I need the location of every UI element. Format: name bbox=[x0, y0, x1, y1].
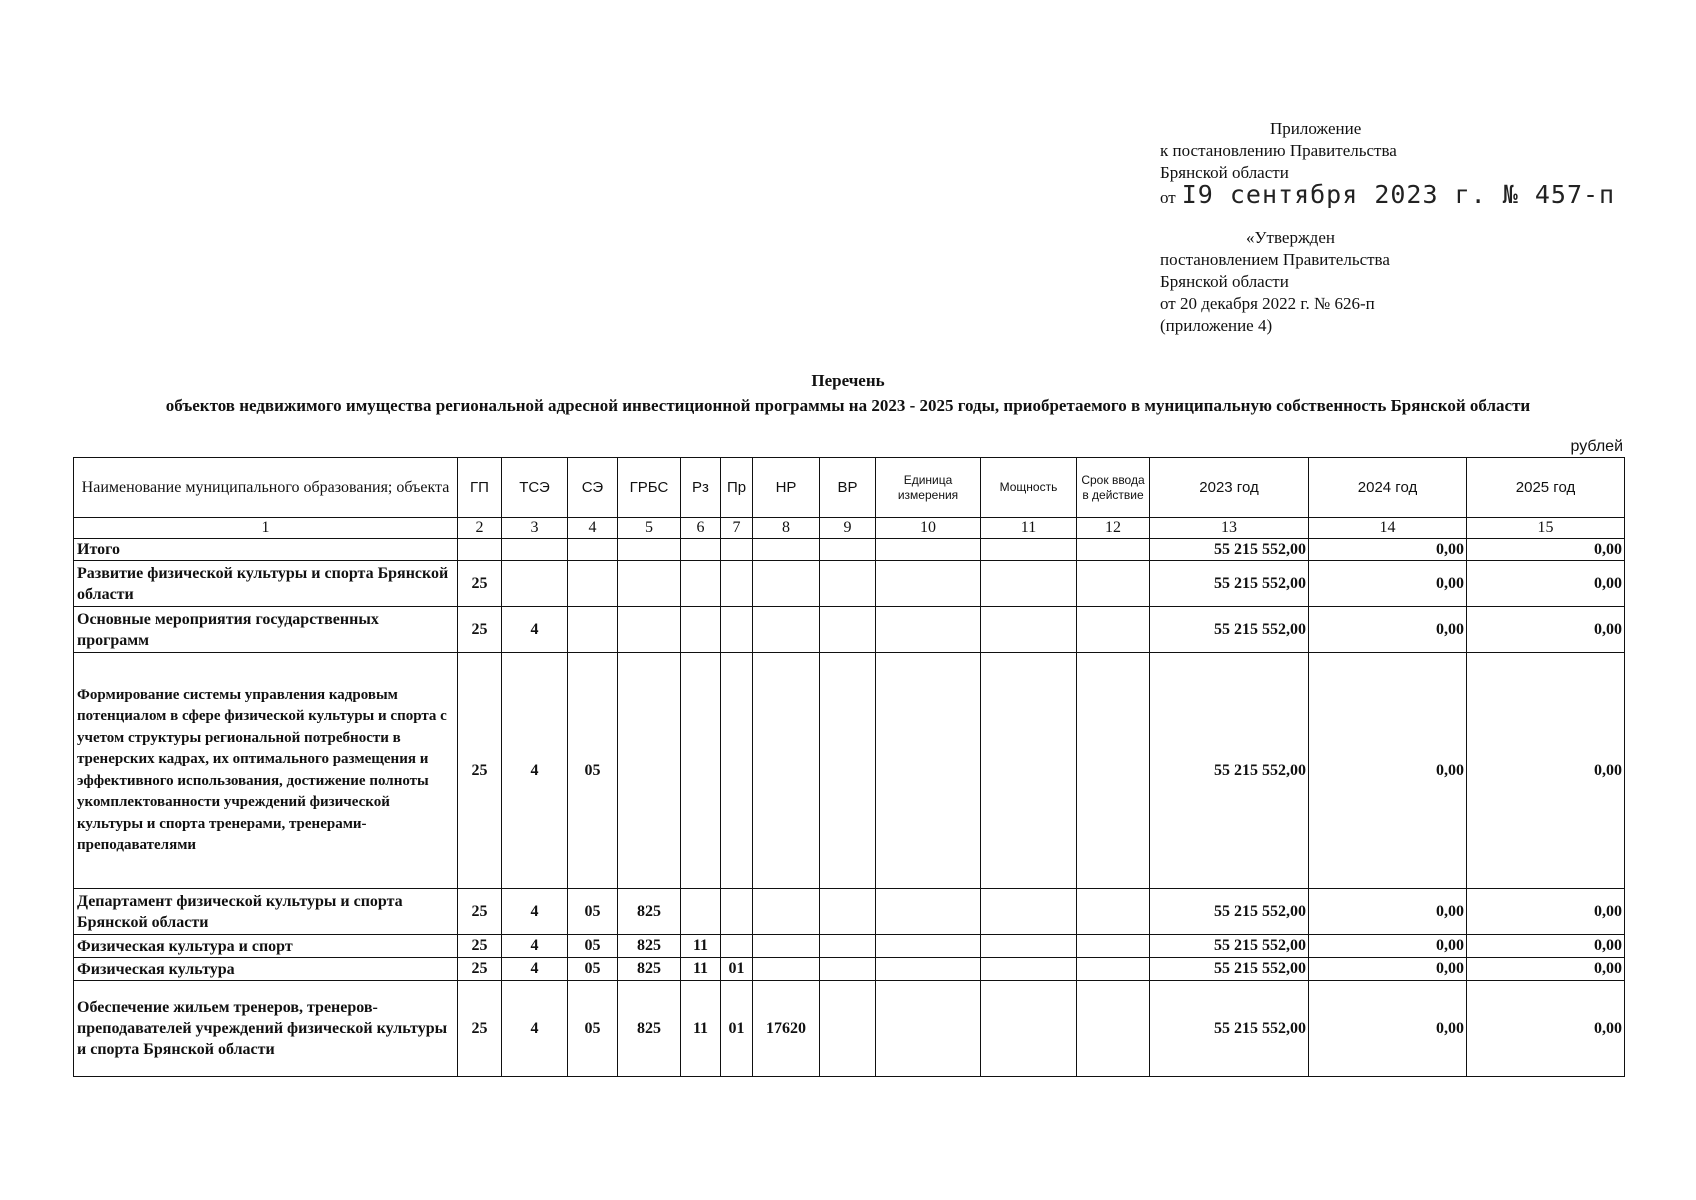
amount-cell: 0,00 bbox=[1309, 958, 1467, 981]
amount-cell: 55 215 552,00 bbox=[1150, 935, 1309, 958]
table-row bbox=[74, 889, 1625, 935]
header-cell: ТСЭ bbox=[502, 458, 568, 518]
approved-line-4: (приложение 4) bbox=[1160, 316, 1273, 335]
code-cell bbox=[876, 958, 981, 981]
row-name-cell: Основные мероприятия государственных программ bbox=[74, 607, 458, 653]
amount-cell: 55 215 552,00 bbox=[1150, 539, 1309, 561]
code-cell: 05 bbox=[568, 958, 618, 981]
header-cell: Единица измерения bbox=[876, 458, 981, 518]
code-cell bbox=[568, 607, 618, 653]
amount-cell: 0,00 bbox=[1309, 889, 1467, 935]
code-cell bbox=[753, 935, 820, 958]
code-cell bbox=[721, 889, 753, 935]
document-title: Перечень bbox=[811, 371, 885, 390]
code-cell: 825 bbox=[618, 935, 681, 958]
column-number: 9 bbox=[820, 518, 876, 539]
code-cell bbox=[753, 958, 820, 981]
code-cell: 825 bbox=[618, 958, 681, 981]
code-cell bbox=[981, 607, 1077, 653]
code-cell bbox=[721, 607, 753, 653]
code-cell: 825 bbox=[618, 981, 681, 1077]
code-cell: 25 bbox=[458, 607, 502, 653]
code-cell bbox=[753, 539, 820, 561]
code-cell bbox=[502, 539, 568, 561]
code-cell bbox=[876, 981, 981, 1077]
header-cell: ГП bbox=[458, 458, 502, 518]
code-cell bbox=[820, 935, 876, 958]
code-cell bbox=[820, 539, 876, 561]
amount-cell: 0,00 bbox=[1467, 889, 1625, 935]
code-cell bbox=[458, 539, 502, 561]
code-cell bbox=[618, 539, 681, 561]
header-cell: НР bbox=[753, 458, 820, 518]
code-cell bbox=[820, 981, 876, 1077]
row-name-cell: Формирование системы управления кадровым потенциалом в сфере физической культуры и спорта с учетом структуры региональной потребности в тренерских кадрах, их оптимального размещения и эффективного использования, достижение полноты укомплектованности учреждений физической культуры и спорта тренерами, тренерами-преподавателями bbox=[74, 653, 458, 889]
code-cell: 01 bbox=[721, 981, 753, 1077]
code-cell bbox=[876, 607, 981, 653]
code-cell: 11 bbox=[681, 935, 721, 958]
table-row bbox=[74, 539, 1625, 561]
code-cell bbox=[681, 653, 721, 889]
column-numbers-row bbox=[74, 518, 1625, 539]
header-cell: Рз bbox=[681, 458, 721, 518]
amount-cell: 55 215 552,00 bbox=[1150, 561, 1309, 607]
code-cell: 25 bbox=[458, 981, 502, 1077]
code-cell: 25 bbox=[458, 935, 502, 958]
amount-cell: 55 215 552,00 bbox=[1150, 607, 1309, 653]
header-cell: Срок ввода в действие bbox=[1077, 458, 1150, 518]
table-row bbox=[74, 653, 1625, 889]
table-row bbox=[74, 958, 1625, 981]
code-cell bbox=[876, 561, 981, 607]
code-cell: 17620 bbox=[753, 981, 820, 1077]
approved-line-3: от 20 декабря 2022 г. № 626-п bbox=[1160, 294, 1375, 313]
code-cell bbox=[981, 561, 1077, 607]
amount-cell: 55 215 552,00 bbox=[1150, 981, 1309, 1077]
row-name-cell: Физическая культура и спорт bbox=[74, 935, 458, 958]
code-cell: 4 bbox=[502, 981, 568, 1077]
code-cell bbox=[502, 561, 568, 607]
code-cell bbox=[681, 539, 721, 561]
code-cell bbox=[618, 561, 681, 607]
code-cell bbox=[820, 653, 876, 889]
amount-cell: 0,00 bbox=[1467, 561, 1625, 607]
code-cell bbox=[981, 958, 1077, 981]
amount-cell: 0,00 bbox=[1309, 561, 1467, 607]
code-cell bbox=[1077, 889, 1150, 935]
code-cell bbox=[820, 607, 876, 653]
amount-cell: 0,00 bbox=[1467, 653, 1625, 889]
header-cell: ВР bbox=[820, 458, 876, 518]
header-cell: ГРБС bbox=[618, 458, 681, 518]
annex-date-row bbox=[1160, 180, 1616, 209]
row-name-cell: Обеспечение жильем тренеров, тренеров-преподавателей учреждений физической культуры и спорта Брянской области bbox=[74, 981, 458, 1077]
amount-cell: 0,00 bbox=[1309, 653, 1467, 889]
code-cell: 4 bbox=[502, 889, 568, 935]
code-cell: 11 bbox=[681, 958, 721, 981]
annex-date-stamp: I9 сентября 2023 г. № 457-п bbox=[1181, 180, 1616, 209]
code-cell bbox=[681, 561, 721, 607]
column-number: 11 bbox=[981, 518, 1077, 539]
column-number: 7 bbox=[721, 518, 753, 539]
code-cell bbox=[981, 539, 1077, 561]
table-row bbox=[74, 561, 1625, 607]
annex-title: Приложение bbox=[1270, 119, 1362, 138]
header-row bbox=[74, 458, 1625, 518]
row-name-cell: Итого bbox=[74, 539, 458, 561]
column-number: 2 bbox=[458, 518, 502, 539]
code-cell bbox=[876, 653, 981, 889]
code-cell bbox=[618, 607, 681, 653]
code-cell: 25 bbox=[458, 561, 502, 607]
column-number: 12 bbox=[1077, 518, 1150, 539]
column-number: 6 bbox=[681, 518, 721, 539]
header-cell: 2024 год bbox=[1309, 458, 1467, 518]
code-cell bbox=[1077, 935, 1150, 958]
code-cell: 05 bbox=[568, 981, 618, 1077]
code-cell bbox=[681, 889, 721, 935]
code-cell bbox=[568, 561, 618, 607]
code-cell bbox=[681, 607, 721, 653]
column-number: 13 bbox=[1150, 518, 1309, 539]
code-cell bbox=[753, 607, 820, 653]
column-number: 3 bbox=[502, 518, 568, 539]
approved-title: «Утвержден bbox=[1246, 228, 1335, 247]
table-row bbox=[74, 981, 1625, 1077]
code-cell: 4 bbox=[502, 653, 568, 889]
code-cell bbox=[753, 561, 820, 607]
annex-line-1: к постановлению Правительства bbox=[1160, 141, 1397, 160]
code-cell bbox=[981, 935, 1077, 958]
code-cell: 4 bbox=[502, 607, 568, 653]
annex-from: от bbox=[1160, 188, 1176, 207]
code-cell: 4 bbox=[502, 958, 568, 981]
code-cell bbox=[568, 539, 618, 561]
table-row bbox=[74, 935, 1625, 958]
code-cell bbox=[1077, 607, 1150, 653]
header-cell: Наименование муниципального образования; объекта bbox=[74, 458, 458, 518]
code-cell bbox=[1077, 958, 1150, 981]
code-cell bbox=[753, 653, 820, 889]
approved-line-2: Брянской области bbox=[1160, 272, 1289, 291]
table-row bbox=[74, 607, 1625, 653]
code-cell bbox=[1077, 561, 1150, 607]
code-cell: 25 bbox=[458, 889, 502, 935]
code-cell bbox=[876, 935, 981, 958]
header-cell: СЭ bbox=[568, 458, 618, 518]
amount-cell: 0,00 bbox=[1467, 935, 1625, 958]
amount-cell: 0,00 bbox=[1309, 935, 1467, 958]
code-cell bbox=[721, 935, 753, 958]
amount-cell: 0,00 bbox=[1467, 607, 1625, 653]
row-name-cell: Физическая культура bbox=[74, 958, 458, 981]
row-name-cell: Развитие физической культуры и спорта Брянской области bbox=[74, 561, 458, 607]
code-cell bbox=[981, 653, 1077, 889]
code-cell bbox=[1077, 539, 1150, 561]
amount-cell: 0,00 bbox=[1309, 539, 1467, 561]
column-number: 10 bbox=[876, 518, 981, 539]
amount-cell: 55 215 552,00 bbox=[1150, 958, 1309, 981]
header-cell: 2023 год bbox=[1150, 458, 1309, 518]
column-number: 1 bbox=[74, 518, 458, 539]
units-label: рублей bbox=[1570, 438, 1623, 455]
code-cell bbox=[820, 889, 876, 935]
code-cell bbox=[876, 539, 981, 561]
header-cell: Мощность bbox=[981, 458, 1077, 518]
amount-cell: 0,00 bbox=[1467, 539, 1625, 561]
column-number: 14 bbox=[1309, 518, 1467, 539]
code-cell bbox=[721, 539, 753, 561]
code-cell: 4 bbox=[502, 935, 568, 958]
approval-block bbox=[1160, 118, 1615, 337]
amount-cell: 0,00 bbox=[1467, 958, 1625, 981]
column-number: 8 bbox=[753, 518, 820, 539]
table-body bbox=[74, 539, 1625, 1077]
code-cell bbox=[721, 561, 753, 607]
code-cell bbox=[753, 889, 820, 935]
code-cell bbox=[820, 958, 876, 981]
code-cell bbox=[981, 889, 1077, 935]
column-number: 15 bbox=[1467, 518, 1625, 539]
code-cell bbox=[981, 981, 1077, 1077]
document-subtitle: объектов недвижимого имущества региональной адресной инвестиционной программы на 2023 - 2025 годы, приобретаемого в муниципальную собственность Брянской области bbox=[165, 396, 1531, 415]
approved-line-1: постановлением Правительства bbox=[1160, 250, 1390, 269]
column-number: 4 bbox=[568, 518, 618, 539]
investment-table bbox=[73, 457, 1625, 1077]
code-cell: 25 bbox=[458, 958, 502, 981]
code-cell bbox=[1077, 653, 1150, 889]
code-cell: 825 bbox=[618, 889, 681, 935]
code-cell bbox=[618, 653, 681, 889]
code-cell: 05 bbox=[568, 889, 618, 935]
code-cell bbox=[876, 889, 981, 935]
row-name-cell: Департамент физической культуры и спорта Брянской области bbox=[74, 889, 458, 935]
code-cell: 11 bbox=[681, 981, 721, 1077]
code-cell: 25 bbox=[458, 653, 502, 889]
header-cell: 2025 год bbox=[1467, 458, 1625, 518]
amount-cell: 0,00 bbox=[1467, 981, 1625, 1077]
code-cell bbox=[1077, 981, 1150, 1077]
code-cell: 05 bbox=[568, 653, 618, 889]
code-cell bbox=[820, 561, 876, 607]
code-cell: 05 bbox=[568, 935, 618, 958]
amount-cell: 0,00 bbox=[1309, 607, 1467, 653]
amount-cell: 55 215 552,00 bbox=[1150, 889, 1309, 935]
amount-cell: 55 215 552,00 bbox=[1150, 653, 1309, 889]
code-cell: 01 bbox=[721, 958, 753, 981]
code-cell bbox=[721, 653, 753, 889]
amount-cell: 0,00 bbox=[1309, 981, 1467, 1077]
column-number: 5 bbox=[618, 518, 681, 539]
header-cell: Пр bbox=[721, 458, 753, 518]
annex-line-2: Брянской области bbox=[1160, 163, 1289, 182]
